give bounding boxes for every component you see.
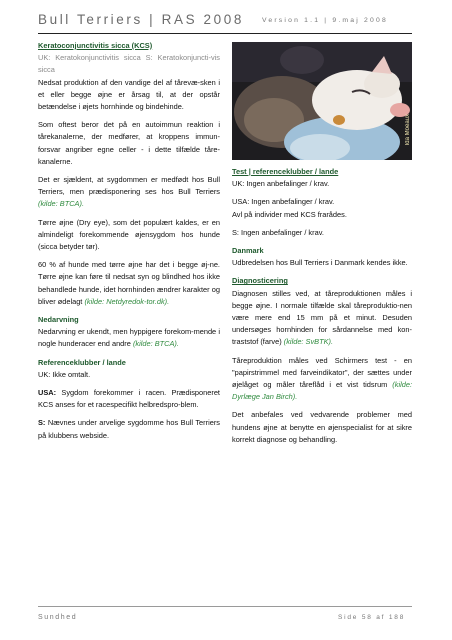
test-uk: UK: Ingen anbefalinger / krav.: [232, 179, 330, 189]
reference-uk: UK: Ikke omtalt.: [38, 369, 91, 379]
diagnosis-section: [232, 275, 412, 348]
test-section: [232, 166, 412, 190]
bull-terrier-photo: [232, 42, 412, 160]
inheritance-heading: Nedarvning: [38, 315, 79, 325]
kcs-paragraph-4: Tørre øjne (Dry eye), som det populært kaldes, er en almindeligt forekommende øjensygdom hos hunde (sicca betyder tør).: [38, 217, 220, 252]
test-heading: Test | referenceklubber / lande: [232, 167, 339, 176]
footer-section: Sundhed: [38, 614, 78, 621]
diagnosis-paragraph-3: Det anbefales ved vedvarende problemer med hundens øjne at benytte en øjenspecialist for at sikre korrekt diagnose og behandling.: [232, 410, 412, 444]
kcs-paragraph-3-text: Det er sjældent, at sygdommen er medfødt hos Bull Terriers, men prædisponering ses hos Bull Terriers: [38, 175, 220, 197]
inheritance-text: Nedarvning er ukendt, men hyppigere forekom-mende i nogle hunderacer end andre: [38, 327, 220, 349]
kcs-paragraph-5-text: 60 % af hunde med tørre øjne har det i begge øj-ne. Tørre øjne kan føre til nedsat syn og blindhed hos ikke behandlede hunde, idet hornhinden ændrer karakter og bliver ødelagt: [38, 260, 220, 306]
reference-s-label: S:: [38, 418, 46, 428]
source-btca-2: (kilde: BTCA).: [132, 339, 179, 349]
test-usa: [232, 196, 412, 220]
test-s: S: Ingen anbefalinger / krav.: [232, 227, 324, 237]
page-number: Side 58 af 188: [338, 614, 406, 621]
reference-s: [38, 417, 220, 441]
kcs-paragraph-1: Nedsat produktion af den vandige del af tårevæ-sken i et eller begge øjne er årsag til, at der opstår betændelse i øjets hornhinde og bindehinde.: [38, 77, 220, 112]
reference-usa-text: Sygdom forekommer i racen. Prædisponeret KCS anses for et racespecifikt helbredspro-blem.: [38, 388, 220, 410]
diagnosis-heading: Diagnosticering: [232, 276, 288, 286]
kcs-paragraph-5: [38, 259, 220, 308]
left-column: [38, 40, 220, 448]
source-jan-birch: (kilde: Dyrlæge Jan Birch).: [232, 380, 413, 402]
denmark-text: Udbredelsen hos Bull Terriers i Danmark kendes ikke.: [232, 258, 408, 268]
inheritance-section: [38, 314, 220, 351]
document-version: Version 1.1 | 9.maj 2008: [262, 17, 388, 24]
photo-caption: Ida Moeaux: [405, 114, 411, 146]
denmark-heading: Danmark: [232, 246, 264, 256]
diagnosis-paragraph-2: [232, 355, 412, 404]
document-title: Bull Terriers | RAS 2008: [38, 12, 244, 27]
reference-usa-label: USA:: [38, 388, 57, 398]
kcs-heading: Keratoconjunctivitis sicca (KCS): [38, 41, 153, 50]
reference-s-text: Nævnes under arvelige sygdomme hos Bull Terriers på klubbens webside.: [38, 418, 220, 440]
kcs-uk-name: UK: Keratokonjunctivitis sicca: [38, 53, 141, 63]
footer-rule: [38, 606, 412, 607]
denmark-section: [232, 245, 412, 269]
kcs-section: [38, 40, 220, 77]
right-column: [232, 166, 412, 452]
diagnosis-text-1: Diagnosen stilles ved, at tåreproduktionen måles i begge øjne. I normale tilfælde skal tåreproduktio-nen være mere end 15 mm på et minut. Desuden undersøges hornhinden for sårdannelse med kon-traststof (farve): [232, 288, 412, 347]
header-rule: [38, 33, 412, 34]
diagnosis-text-2: Tåreproduktion måles ved Schirmers test - en "papirstrimmel med farveindikator", der sættes under øjelåget og måler tåreflåd i et vist tidsrum: [232, 355, 412, 390]
kcs-paragraph-3: [38, 174, 220, 211]
test-usa-1: USA: Ingen anbefalinger / krav.: [232, 197, 335, 207]
reference-heading: Referenceklubber / lande: [38, 357, 126, 367]
kcs-s-name: S: Keratokonjuncti-vis sicca: [38, 53, 220, 75]
source-netdyredoktor: (kilde: Netdyredok-tor.dk).: [84, 296, 170, 306]
kcs-paragraph-2: Som oftest beror det på en autoimmun reaktion i tårekanalerne, der medfører, at kroppens immun-forsvar angriber egne celler - i dette tilfælde tåre-kanalerne.: [38, 120, 220, 166]
source-btca: (kilde: BTCA).: [38, 199, 84, 209]
reference-section: [38, 357, 220, 381]
test-usa-2: Avl på individer med KCS frarådes.: [232, 209, 347, 219]
source-svbtk: (kilde: SvBTK).: [283, 337, 334, 347]
reference-usa: [38, 387, 220, 411]
